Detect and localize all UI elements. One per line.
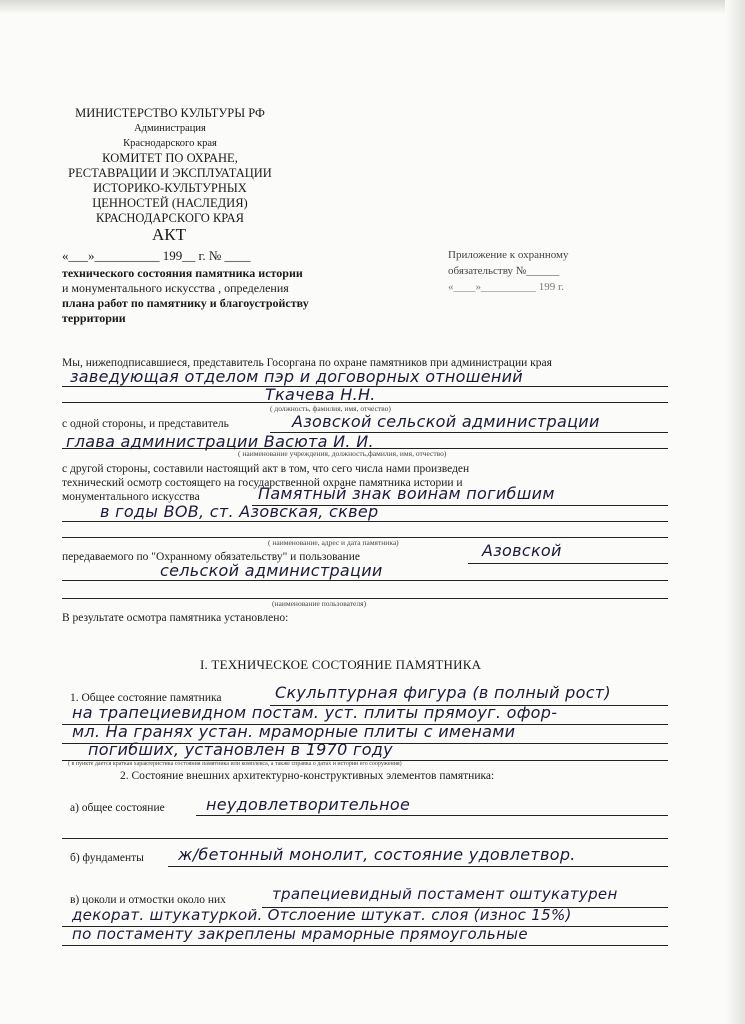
result-label: В результате осмотра памятника установлено:	[62, 612, 289, 624]
item-2-label: 2. Состояние внешних архитектурно-конструктивных элементов памятника:	[120, 770, 495, 782]
item-2a-handwriting: неудовлетворительное	[206, 795, 411, 814]
act-subject-line-4: территории	[62, 311, 126, 325]
body-text-line-1: с другой стороны, составили настоящий акт в том, что сего числа нами произведен	[62, 463, 470, 475]
administration-label: Администрация	[134, 123, 206, 134]
transfer-underline-2	[62, 580, 668, 581]
region-label: Краснодарского края	[123, 138, 217, 149]
appendix-line-2: обязательству №______	[448, 265, 560, 277]
item-1-handwriting-1: Скульптурная фигура (в полный рост)	[275, 683, 611, 702]
ministry-name: МИНИСТЕРСТВО КУЛЬТУРЫ РФ	[75, 106, 265, 120]
rep2-caption: ( наименование учреждения, должность,фамилия, имя, отчество)	[238, 449, 447, 458]
monument-handwriting-a: Памятный знак воинам погибшим	[258, 484, 555, 503]
item-1-handwriting-2: на трапециевидном постам. уст. плиты прямоуг. офор-	[72, 703, 558, 722]
rep2-handwriting-a: Азовской сельской администрации	[292, 412, 600, 431]
committee-line-2: РЕСТАВРАЦИИ И ЭКСПЛУАТАЦИИ	[68, 166, 272, 180]
item-2c-handwriting-2: декорат. штукатуркой. Отслоение штукат. слоя (износ 15%)	[72, 906, 572, 924]
transfer-underline-1	[468, 563, 668, 564]
rep1-handwriting-a: заведующая отделом пэр и договорных отношений	[70, 367, 523, 386]
item-2a-underline-extra	[62, 838, 668, 839]
item-1-label: 1. Общее состояние памятника	[70, 692, 222, 704]
scan-right-edge	[725, 0, 745, 1024]
appendix-line-1: Приложение к охранному	[448, 249, 569, 261]
transfer-caption: (наименование пользователя)	[272, 599, 367, 608]
item-1-caption: ( в пункте дается краткая характеристика состояния памятника или комплекса, а также справка о датах и истории его сооружения)	[68, 761, 402, 767]
act-title: АКТ	[152, 225, 186, 244]
item-1-handwriting-4: погибших, установлен в 1970 году	[88, 740, 393, 759]
item-2b-underline	[168, 866, 668, 867]
transfer-label: передаваемого по "Охранному обязательству" и пользование	[62, 551, 360, 563]
appendix-line-3: «____»__________ 199 г.	[448, 281, 565, 293]
monument-underline-2	[62, 521, 668, 522]
act-subject-line-1: технического состояния памятника истории	[62, 266, 303, 280]
act-subject-line-3: плана работ по памятнику и благоустройству	[62, 296, 309, 310]
rep1-handwriting-b: Ткачева Н.Н.	[265, 385, 376, 404]
rep1-underline-2	[62, 402, 668, 403]
item-2c-handwriting-3: по постаменту закреплены мраморные прямоугольные	[72, 925, 528, 943]
body-text-line-2: технический осмотр состоящего на государственной охране памятника истории и	[62, 477, 463, 489]
item-2c-label: в) цоколи и отмостки около них	[70, 894, 226, 906]
intro-text: Мы, нижеподписавшиеся, представитель Госоргана по охране памятников при администрации края	[62, 357, 552, 369]
rep1-caption: ( должность, фамилия, имя, отчество)	[270, 404, 391, 413]
act-date-number: «___»__________ 199__ г. № ____	[62, 248, 251, 263]
section-1-title: I. ТЕХНИЧЕСКОЕ СОСТОЯНИЕ ПАМЯТНИКА	[200, 657, 482, 672]
rep2-handwriting-b: глава администрации Васюта И. И.	[66, 432, 374, 451]
committee-line-4: ЦЕННОСТЕЙ (НАСЛЕДИЯ)	[92, 196, 248, 210]
item-1-handwriting-3: мл. На гранях устан. мраморные плиты с именами	[72, 722, 516, 741]
item-2b-handwriting: ж/бетонный монолит, состояние удовлетвор.	[178, 845, 576, 864]
issuer-header	[50, 106, 290, 226]
item-2a-underline	[196, 815, 668, 816]
monument-caption: ( наименование, адрес и дата памятника)	[268, 538, 399, 547]
committee-line-3: ИСТОРИКО-КУЛЬТУРНЫХ	[93, 181, 247, 195]
monument-handwriting-b: в годы ВОВ, ст. Азовская, сквер	[100, 502, 379, 521]
body-text-line-3: монументального искусства	[62, 491, 200, 503]
committee-line-1: КОМИТЕТ ПО ОХРАНЕ,	[102, 151, 238, 165]
committee-line-5: КРАСНОДАРСКОГО КРАЯ	[95, 211, 245, 225]
scan-top-edge	[0, 0, 745, 14]
item-2c-handwriting-1: трапециевидный постамент оштукатурен	[272, 885, 618, 903]
item-2c-underline-3	[62, 945, 668, 946]
transfer-handwriting-a: Азовской	[482, 541, 562, 560]
item-2b-label: б) фундаменты	[70, 852, 144, 864]
act-subject-line-2: и монументального искусства , определения	[62, 281, 289, 295]
transfer-handwriting-b: сельской администрации	[160, 561, 383, 580]
item-2a-label: а) общее состояние	[70, 802, 165, 814]
side1-label: с одной стороны, и представитель	[62, 418, 229, 430]
